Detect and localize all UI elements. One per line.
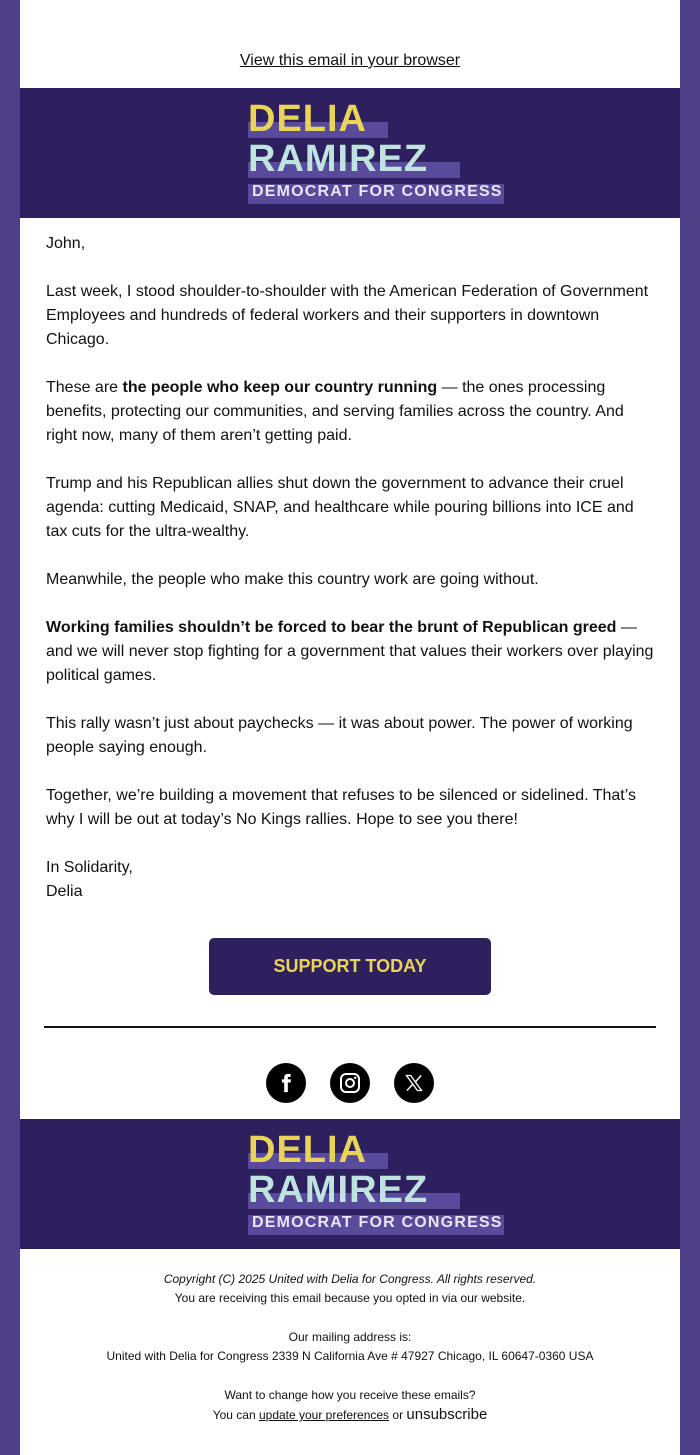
- x-icon[interactable]: [394, 1063, 434, 1103]
- footer-banner: [20, 1119, 680, 1249]
- logo-last-name: RAMIREZ: [248, 1171, 428, 1209]
- paragraph-3: Trump and his Republican allies shut down the government to advance their cruel agenda: cutting Medicaid, SNAP, and healthcare while pouring billions into ICE and tax cuts for the ultra-wealthy.: [46, 475, 634, 540]
- instagram-icon[interactable]: [330, 1063, 370, 1103]
- paragraph-7: Together, we’re building a movement that refuses to be silenced or sidelined. That’s why I will be out at today’s No Kings rallies. Hope to see you there!: [46, 787, 636, 828]
- copyright-text: Copyright (C) 2025 United with Delia for Congress. All rights reserved.: [163, 1272, 537, 1286]
- logo-first-name: DELIA: [248, 100, 367, 138]
- paragraph-2: These are the people who keep our country running — the ones processing benefits, protecting our communities, and serving families across the country. And right now, many of them aren’t getting paid.: [46, 379, 624, 444]
- preferences-line: You can update your preferences or unsubscribe: [212, 1406, 488, 1423]
- campaign-logo: [248, 98, 508, 210]
- support-today-button[interactable]: SUPPORT TODAY: [209, 938, 491, 995]
- view-in-browser-link[interactable]: View this email in your browser: [239, 52, 461, 69]
- unsubscribe-link[interactable]: unsubscribe: [406, 1406, 488, 1423]
- email-body: [20, 0, 680, 1455]
- logo-tagline: DEMOCRAT FOR CONGRESS: [248, 1215, 503, 1231]
- paragraph-1: Last week, I stood shoulder-to-shoulder with the American Federation of Government Employees and hundreds of federal workers and their supporters in downtown Chicago.: [46, 283, 649, 348]
- logo-first-name: DELIA: [248, 1131, 367, 1169]
- facebook-icon[interactable]: [266, 1063, 306, 1103]
- footer: [20, 1270, 680, 1425]
- paragraph-5: Working families shouldn’t be forced to bear the brunt of Republican greed — and we will never stop fighting for a government that values their workers over playing political games.: [46, 619, 654, 684]
- signoff: [46, 856, 658, 904]
- update-preferences-link[interactable]: update your preferences: [258, 1408, 390, 1422]
- paragraph-6: This rally wasn’t just about paychecks — it was about power. The power of working people saying enough.: [46, 715, 633, 756]
- social-links: [20, 1063, 680, 1103]
- header-banner: [20, 88, 680, 218]
- change-question: Want to change how you receive these emails?: [224, 1388, 476, 1402]
- signature: Delia: [46, 883, 83, 900]
- message-body: [46, 232, 658, 904]
- divider: [44, 1026, 656, 1028]
- mailing-address: United with Delia for Congress 2339 N California Ave # 47927 Chicago, IL 60647-0360 USA: [106, 1349, 594, 1363]
- opt-in-reason: You are receiving this email because you opted in via our website.: [174, 1291, 526, 1305]
- signoff-line: In Solidarity,: [46, 859, 133, 876]
- logo-tagline: DEMOCRAT FOR CONGRESS: [248, 184, 503, 200]
- logo-last-name: RAMIREZ: [248, 140, 428, 178]
- paragraph-4: Meanwhile, the people who make this country work are going without.: [46, 571, 539, 588]
- campaign-logo-footer: [248, 1129, 508, 1241]
- mailing-label: Our mailing address is:: [288, 1330, 412, 1344]
- greeting: John,: [46, 235, 86, 252]
